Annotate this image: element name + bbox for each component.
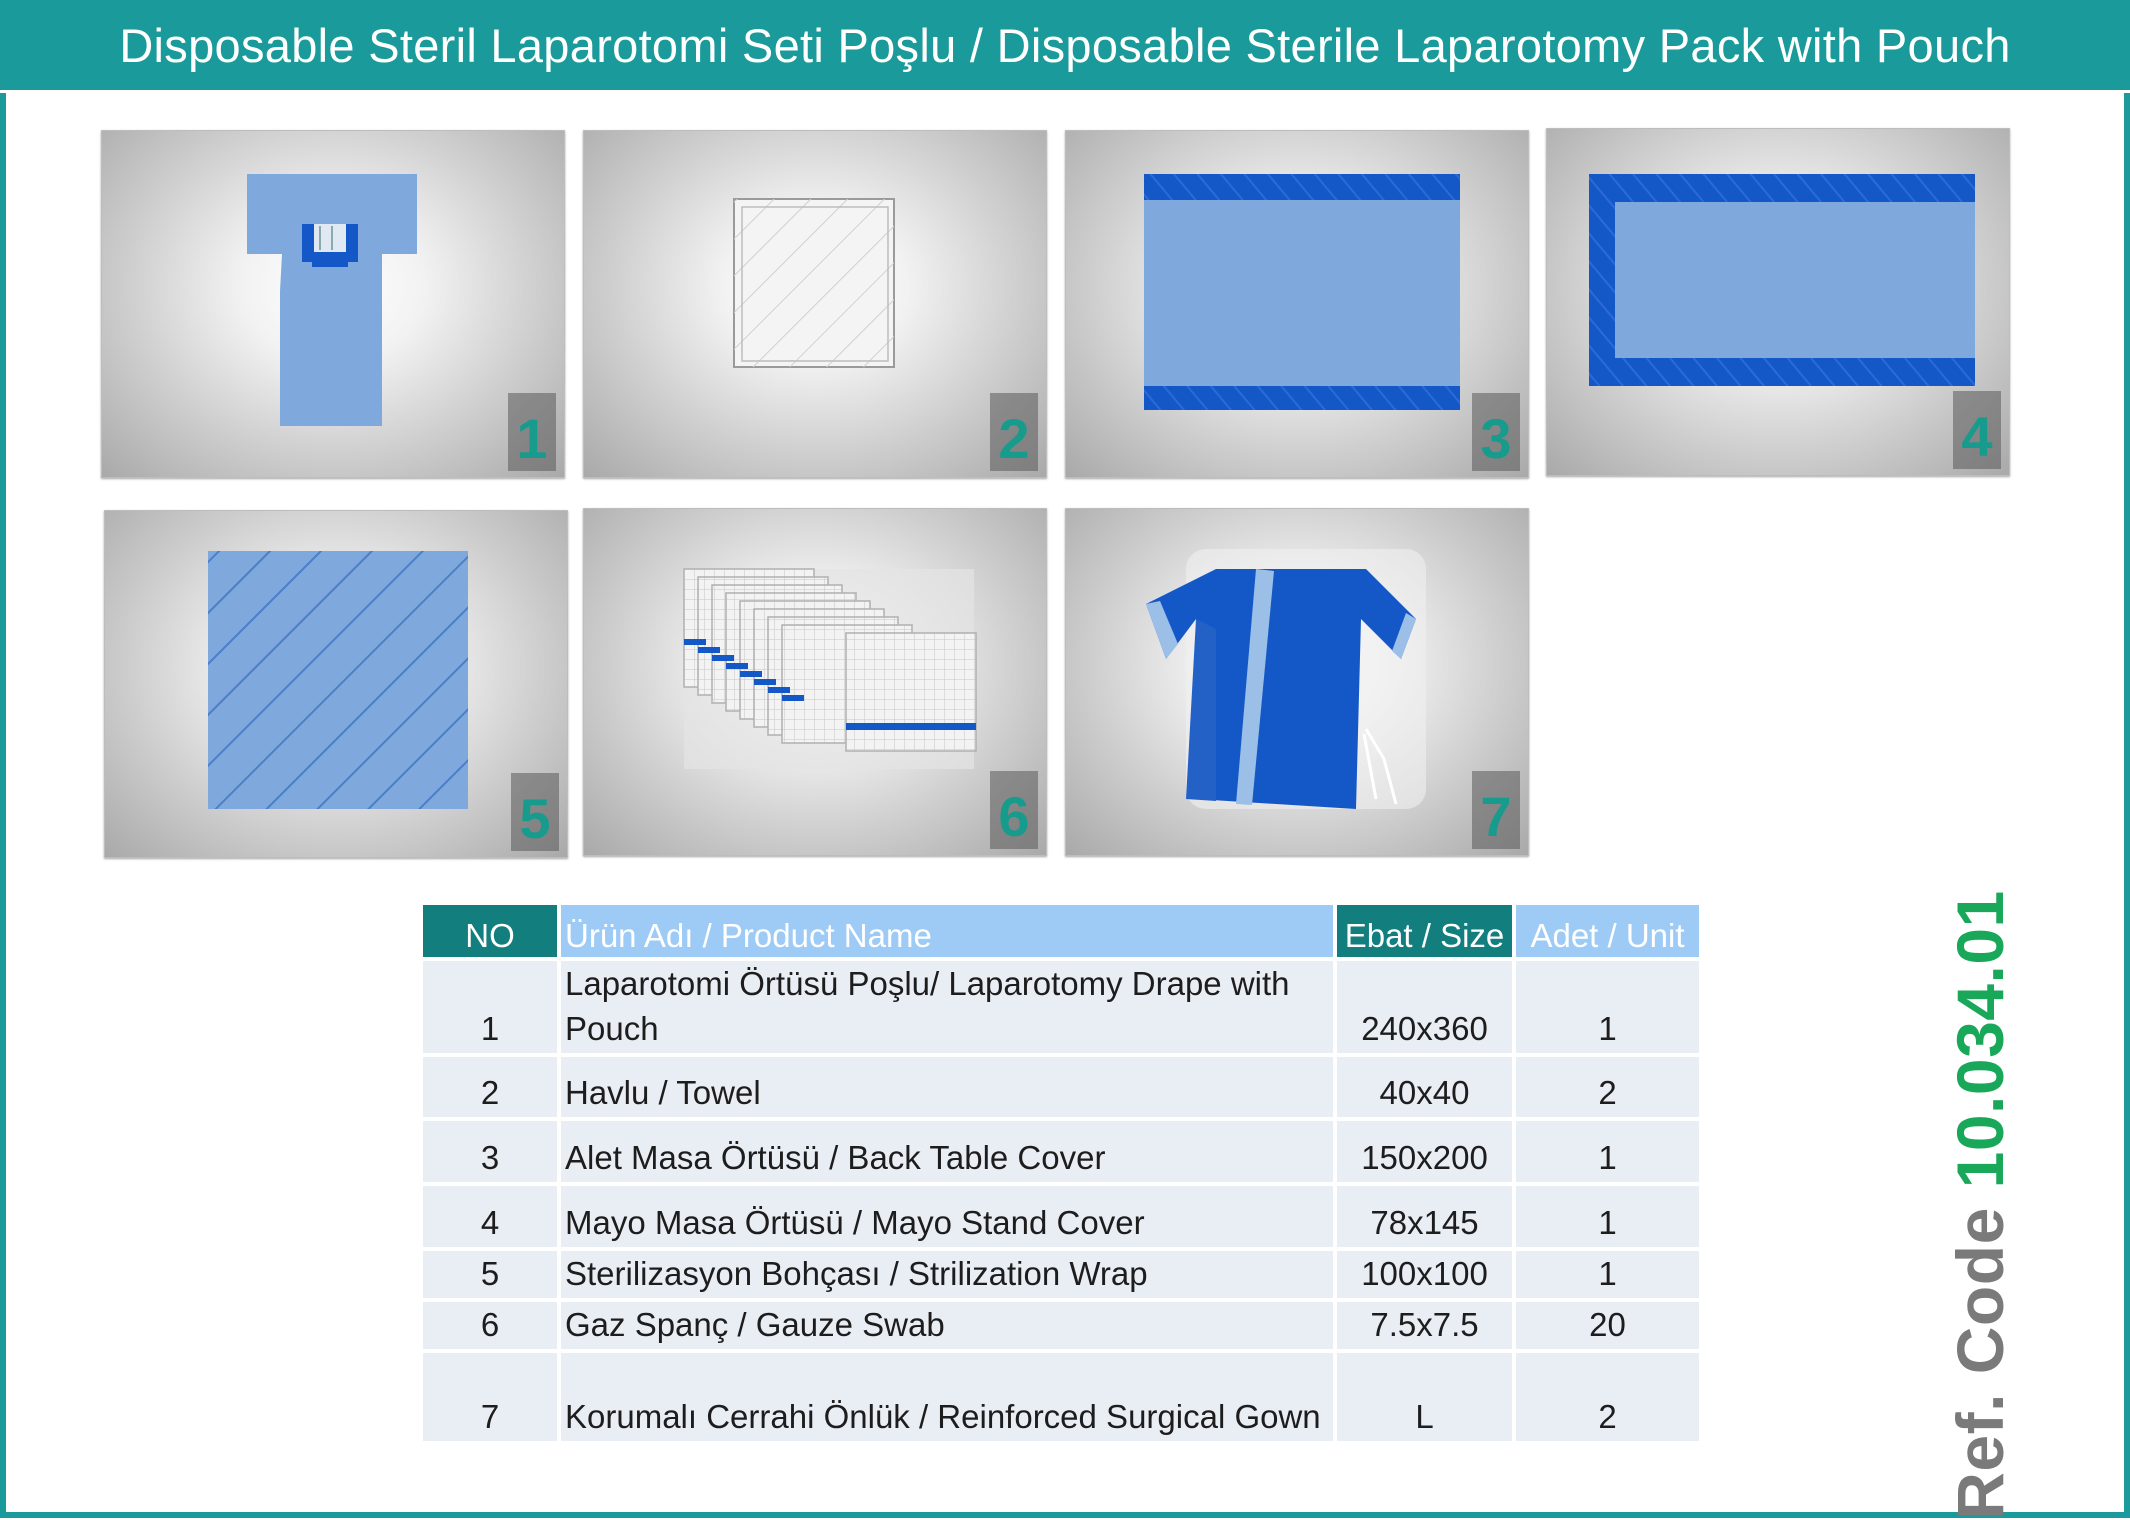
row-number: 6 [423,1302,561,1353]
product-image-5 [104,510,568,858]
image-number-badge: 7 [1472,771,1520,849]
page-title: Disposable Steril Laparotomi Seti Poşlu / Disposable Sterile Laparotomy Pack with Pouch [0,0,2130,93]
table-row [423,1186,1703,1251]
image-number-badge: 5 [511,773,559,851]
reference-code [1942,890,2018,1520]
product-unit: 1 [1516,1251,1703,1302]
product-name: Gaz Spanç / Gauze Swab [561,1302,1337,1353]
product-image-3 [1065,130,1529,478]
surgical-gown-icon [1066,509,1528,855]
product-size: 150x200 [1337,1121,1516,1186]
column-header-no: NO [423,905,561,961]
image-number-badge: 6 [990,771,1038,849]
product-image-6 [583,508,1047,856]
product-unit: 1 [1516,1186,1703,1251]
table-row [423,1121,1703,1186]
product-name: Havlu / Towel [561,1057,1337,1121]
column-header-unit: Adet / Unit [1516,905,1703,961]
product-size: 240x360 [1337,961,1516,1057]
product-name: Sterilizasyon Bohçası / Strilization Wrap [561,1251,1337,1302]
product-image-2 [583,130,1047,478]
product-unit: 1 [1516,1121,1703,1186]
sterilization-wrap-icon [105,511,567,857]
product-size: 7.5x7.5 [1337,1302,1516,1353]
row-number: 3 [423,1121,561,1186]
table-row [423,1353,1703,1445]
product-unit: 20 [1516,1302,1703,1353]
product-size: L [1337,1353,1516,1445]
product-unit: 2 [1516,1353,1703,1445]
product-image-1 [101,130,565,478]
back-table-cover-icon [1066,131,1528,477]
table-row [423,1057,1703,1121]
row-number: 4 [423,1186,561,1251]
product-name: Laparotomi Örtüsü Poşlu/ Laparotomy Drape with Pouch [561,961,1337,1057]
product-size: 78x145 [1337,1186,1516,1251]
reference-code-label: Ref. Code [1943,1207,2017,1520]
image-number-badge: 2 [990,393,1038,471]
mayo-stand-cover-icon [1547,129,2009,475]
product-name: Mayo Masa Örtüsü / Mayo Stand Cover [561,1186,1337,1251]
reference-code-value: 10.034.01 [1943,890,2017,1189]
column-header-product-name: Ürün Adı / Product Name [561,905,1337,961]
laparotomy-drape-icon [102,131,564,477]
table-row [423,1251,1703,1302]
product-size: 40x40 [1337,1057,1516,1121]
row-number: 1 [423,961,561,1057]
column-header-size: Ebat / Size [1337,905,1516,961]
product-size: 100x100 [1337,1251,1516,1302]
product-name: Alet Masa Örtüsü / Back Table Cover [561,1121,1337,1186]
row-number: 2 [423,1057,561,1121]
table-row [423,1302,1703,1353]
product-table [423,905,1703,1445]
product-unit: 1 [1516,961,1703,1057]
gauze-swab-icon [584,509,1046,855]
row-number: 5 [423,1251,561,1302]
image-number-badge: 1 [508,393,556,471]
towel-icon [584,131,1046,477]
image-number-badge: 3 [1472,393,1520,471]
product-name: Korumalı Cerrahi Önlük / Reinforced Surgical Gown [561,1353,1337,1445]
image-number-badge: 4 [1953,391,2001,469]
row-number: 7 [423,1353,561,1445]
product-unit: 2 [1516,1057,1703,1121]
product-image-7 [1065,508,1529,856]
table-row [423,961,1703,1057]
product-image-4 [1546,128,2010,476]
table-header-row [423,905,1703,961]
